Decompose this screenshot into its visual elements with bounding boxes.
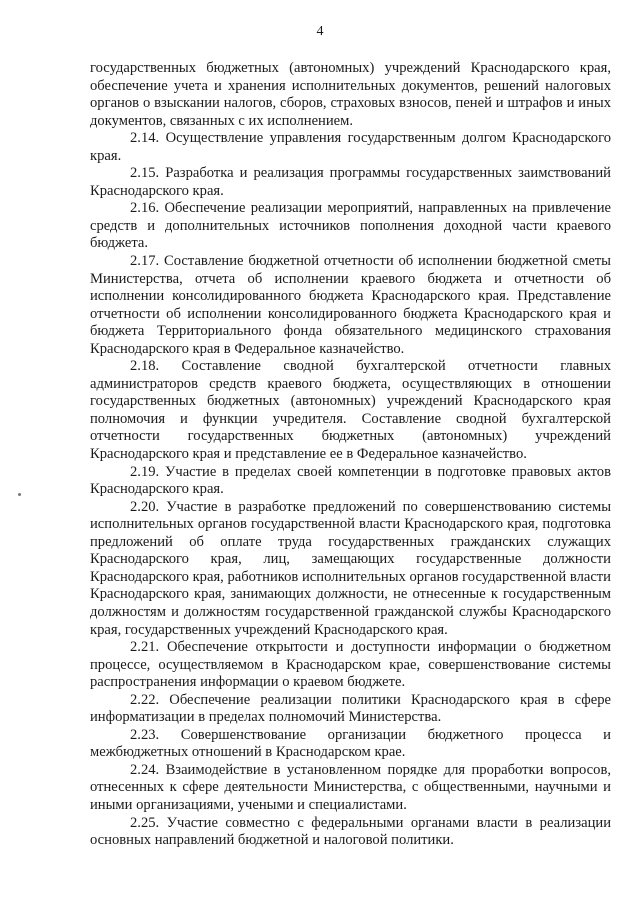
paragraph-2-24: 2.24. Взаимодействие в установленном порядке для проработки вопросов, отнесенных к сфере деятельности Министерства, с общественными, научными и иными организациями, учеными и специалистами. bbox=[90, 761, 611, 813]
document-body bbox=[90, 60, 611, 850]
paragraph-2-14: 2.14. Осуществление управления государственным долгом Краснодарского края. bbox=[90, 130, 611, 164]
paragraph-2-20: 2.20. Участие в разработке предложений по совершенствованию системы исполнительных органов государственной власти Краснодарского края, подготовка предложений об оплате труда государственных гражданских служащих Краснодарского края, лиц, замещающих государственные должности Краснодарского края, работников исполнительных органов государственной власти Краснодарского края, занимающих должности, не отнесенные к государственным должностям и должностям государственной гражданской службы Краснодарского края, государственных учреждений Краснодарского края. bbox=[90, 498, 611, 638]
paragraph-continuation: государственных бюджетных (автономных) учреждений Краснодарского края, обеспечение учета и хранения исполнительных документов, решений налоговых органов о взыскании налогов, сборов, страховых взносов, пеней и штрафов и иных документов, связанных с их исполнением. bbox=[90, 60, 611, 129]
paragraph-2-22: 2.22. Обеспечение реализации политики Краснодарского края в сфере информатизации в пределах полномочий Министерства. bbox=[90, 691, 611, 726]
paragraph-2-19: 2.19. Участие в пределах своей компетенции в подготовке правовых актов Краснодарского края. bbox=[90, 463, 611, 498]
paragraph-2-16: 2.16. Обеспечение реализации мероприятий, направленных на привлечение средств и дополнительных источников пополнения доходной части краевого бюджета. bbox=[90, 200, 611, 252]
scan-speck bbox=[18, 493, 21, 496]
paragraph-2-17: 2.17. Составление бюджетной отчетности об исполнении бюджетной сметы Министерства, отчета об исполнении краевого бюджета и отчетности об исполнении консолидированного бюджета Краснодарского края. Представление отчетности об исполнении консолидированного бюджета Краснодарского края и бюджета Территориального фонда обязательного медицинского страхования Краснодарского края в Федеральное казначейство. bbox=[90, 253, 611, 357]
paragraph-2-18: 2.18. Составление сводной бухгалтерской отчетности главных администраторов средств краевого бюджета, осуществляющих в отношении государственных бюджетных (автономных) учреждений Краснодарского края полномочия и функции учредителя. Составление сводной бухгалтерской отчетности государственных бюджетных (автономных) учреждений Краснодарского края и представление ее в Федеральное казначейство. bbox=[90, 358, 611, 463]
paragraph-2-23: 2.23. Совершенствование организации бюджетного процесса и межбюджетных отношений в Краснодарском крае. bbox=[90, 726, 611, 761]
page-number: 4 bbox=[316, 24, 324, 39]
paragraph-2-15: 2.15. Разработка и реализация программы государственных заимствований Краснодарского края. bbox=[90, 165, 611, 199]
paragraph-2-21: 2.21. Обеспечение открытости и доступности информации о бюджетном процессе, осуществляемом в Краснодарском крае, совершенствование системы распространения информации о краевом бюджете. bbox=[90, 639, 611, 691]
paragraph-2-25: 2.25. Участие совместно с федеральными органами власти в реализации основных направлений бюджетной и налоговой политики. bbox=[90, 814, 611, 849]
